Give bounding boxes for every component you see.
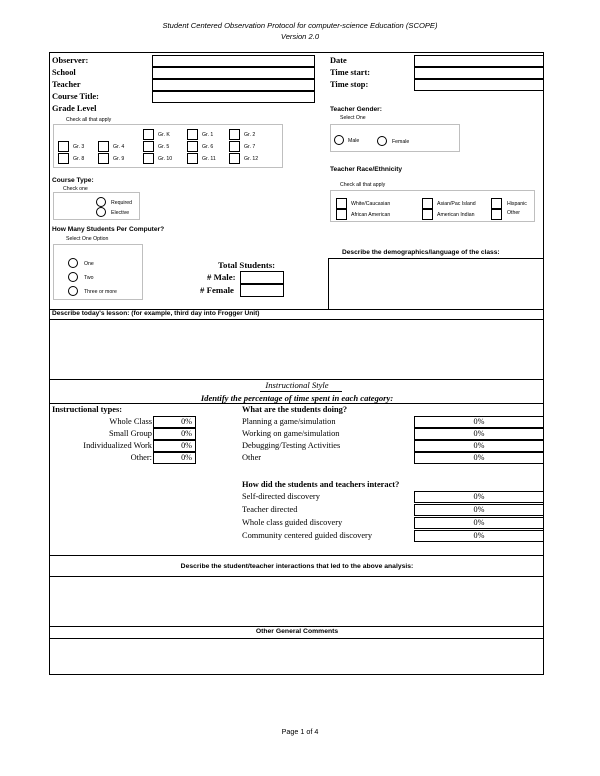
race-option-label: Other — [507, 210, 520, 216]
female-count-field[interactable] — [240, 284, 284, 297]
grade-level-hint: Check all that apply — [66, 117, 112, 123]
course-type-hint: Check one — [63, 186, 88, 192]
grade-checkbox-9[interactable] — [98, 153, 109, 164]
time-start-label: Time start: — [330, 68, 371, 77]
type-label: Whole Class — [109, 417, 152, 426]
female-count-label: # Female — [200, 285, 234, 295]
grade-checkbox-2[interactable] — [229, 129, 240, 140]
grade-checkbox-3[interactable] — [58, 141, 69, 152]
grade-label: Gr. 1 — [202, 132, 214, 138]
grade-label: Gr. 11 — [202, 156, 216, 162]
spc-three-radio[interactable] — [68, 286, 78, 296]
race-hispanic-checkbox[interactable] — [491, 198, 502, 209]
activity-value[interactable]: 0% — [414, 452, 544, 464]
time-stop-label: Time stop: — [330, 80, 369, 89]
grade-checkbox-11[interactable] — [187, 153, 198, 164]
document-version: Version 2.0 — [280, 32, 320, 41]
grade-checkbox-12[interactable] — [229, 153, 240, 164]
teacher-gender-label: Teacher Gender: — [330, 106, 382, 113]
interaction-value[interactable]: 0% — [414, 504, 544, 516]
students-per-computer-label: How Many Students Per Computer? — [52, 226, 165, 233]
activity-label: Planning a game/simulation — [242, 417, 336, 426]
grade-checkbox-10[interactable] — [143, 153, 154, 164]
spc-one-radio[interactable] — [68, 258, 78, 268]
race-asian-checkbox[interactable] — [422, 198, 433, 209]
activity-label: Debugging/Testing Activities — [242, 441, 341, 450]
grade-checkbox-1[interactable] — [187, 129, 198, 140]
school-field[interactable] — [152, 67, 315, 79]
interaction-label: Self-directed discovery — [242, 492, 320, 501]
document-title: Student Centered Observation Protocol for computer-science Education (SCOPE) — [162, 21, 438, 30]
lesson-label: Describe today's lesson: (for example, third day into Frogger Unit) — [52, 310, 260, 317]
type-value[interactable]: 0% — [153, 416, 196, 428]
interaction-label: Teacher directed — [242, 505, 298, 514]
grade-label: Gr. 12 — [244, 156, 259, 162]
grade-label: Gr. 2 — [244, 132, 256, 138]
grade-checkbox-8[interactable] — [58, 153, 69, 164]
grade-checkbox-7[interactable] — [229, 141, 240, 152]
race-option-label: African American — [351, 212, 391, 218]
type-value[interactable]: 0% — [153, 452, 196, 464]
grade-label: Gr. 9 — [113, 156, 125, 162]
type-value[interactable]: 0% — [153, 428, 196, 440]
interaction-label: Community centered guided discovery — [242, 531, 373, 540]
interactions-label: Describe the student/teacher interactions that led to the above analysis: — [180, 563, 414, 570]
race-african-american-checkbox[interactable] — [336, 209, 347, 220]
course-title-label: Course Title: — [52, 92, 99, 101]
divider — [260, 391, 342, 392]
teacher-field[interactable] — [152, 79, 315, 91]
grade-checkbox-4[interactable] — [98, 141, 109, 152]
spc-two-radio[interactable] — [68, 272, 78, 282]
grade-checkbox-6[interactable] — [187, 141, 198, 152]
time-stop-field[interactable] — [414, 79, 544, 91]
activity-value[interactable]: 0% — [414, 428, 544, 440]
grade-label: Gr. 6 — [202, 144, 214, 150]
course-elective-radio[interactable] — [96, 207, 106, 217]
spc-option-label: One — [84, 261, 94, 267]
teacher-label: Teacher — [52, 80, 81, 89]
students-per-computer-hint: Select One Option — [66, 236, 109, 242]
type-label: Individualized Work — [83, 441, 152, 450]
race-other-checkbox[interactable] — [491, 209, 502, 220]
grade-label: Gr. K — [158, 132, 170, 138]
time-start-field[interactable] — [414, 67, 544, 79]
grade-label: Gr. 8 — [73, 156, 85, 162]
gender-option-label: Male — [348, 138, 360, 144]
page-number: Page 1 of 4 — [281, 727, 319, 736]
male-count-field[interactable] — [240, 271, 284, 284]
date-label: Date — [330, 56, 347, 65]
interaction-label: Whole class guided discovery — [242, 518, 343, 527]
instructional-style-title: Instructional Style — [265, 380, 329, 390]
students-doing-label: What are the students doing? — [242, 405, 348, 414]
lesson-field[interactable] — [50, 320, 543, 379]
race-option-label: Asian/Pac Island — [437, 201, 476, 207]
race-option-label: Hispanic — [507, 201, 527, 207]
date-field[interactable] — [414, 55, 544, 67]
interaction-value[interactable]: 0% — [414, 517, 544, 529]
activity-label: Other — [242, 453, 262, 462]
teacher-race-hint: Check all that apply — [340, 182, 386, 188]
race-option-label: American Indian — [437, 212, 475, 218]
grade-checkbox-5[interactable] — [143, 141, 154, 152]
grade-label: Gr. 10 — [158, 156, 173, 162]
gender-option-label: Female — [392, 139, 410, 145]
course-required-radio[interactable] — [96, 197, 106, 207]
type-label: Small Group — [108, 429, 152, 438]
grade-label: Gr. 5 — [158, 144, 170, 150]
grade-label: Gr. 3 — [73, 144, 85, 150]
divider — [49, 555, 544, 556]
divider — [49, 626, 544, 627]
course-type-option-label: Elective — [111, 210, 130, 216]
course-title-field[interactable] — [152, 91, 315, 103]
course-type-label: Course Type: — [52, 177, 94, 184]
demographics-label: Describe the demographics/language of the class: — [342, 249, 500, 256]
gender-male-radio[interactable] — [334, 135, 344, 145]
teacher-race-label: Teacher Race/Ethnicity — [330, 166, 403, 173]
gender-female-radio[interactable] — [377, 136, 387, 146]
interaction-value[interactable]: 0% — [414, 491, 544, 503]
activity-label: Working on game/simulation — [242, 429, 340, 438]
demographics-field[interactable] — [328, 258, 544, 310]
type-value[interactable]: 0% — [153, 440, 196, 452]
male-count-label: # Male: — [207, 272, 236, 282]
interaction-type-label: How did the students and teachers interact? — [242, 480, 400, 489]
race-option-label: White/Caucasian — [351, 201, 391, 207]
activity-value[interactable]: 0% — [414, 440, 544, 452]
race-white-checkbox[interactable] — [336, 198, 347, 209]
school-label: School — [52, 68, 76, 77]
grade-checkbox-k[interactable] — [143, 129, 154, 140]
activity-value[interactable]: 0% — [414, 416, 544, 428]
total-students-label: Total Students: — [218, 260, 276, 270]
grade-label: Gr. 4 — [113, 144, 125, 150]
teacher-gender-hint: Select One — [340, 115, 366, 121]
observer-label: Observer: — [52, 56, 89, 65]
comments-label: Other General Comments — [255, 628, 339, 635]
grade-level-label: Grade Level — [52, 104, 97, 113]
race-american-indian-checkbox[interactable] — [422, 209, 433, 220]
instructional-style-subtitle: Identify the percentage of time spent in each category: — [200, 393, 394, 403]
course-type-option-label: Required — [111, 200, 133, 206]
spc-option-label: Three or more — [84, 289, 117, 295]
interaction-value[interactable]: 0% — [414, 530, 544, 542]
grade-label: Gr. 7 — [244, 144, 256, 150]
comments-field[interactable] — [50, 639, 543, 674]
type-label: Other: — [130, 453, 152, 462]
observer-field[interactable] — [152, 55, 315, 67]
instructional-types-label: Instructional types: — [52, 405, 123, 414]
interactions-field[interactable] — [50, 577, 543, 626]
divider — [49, 403, 544, 404]
spc-option-label: Two — [84, 275, 94, 281]
